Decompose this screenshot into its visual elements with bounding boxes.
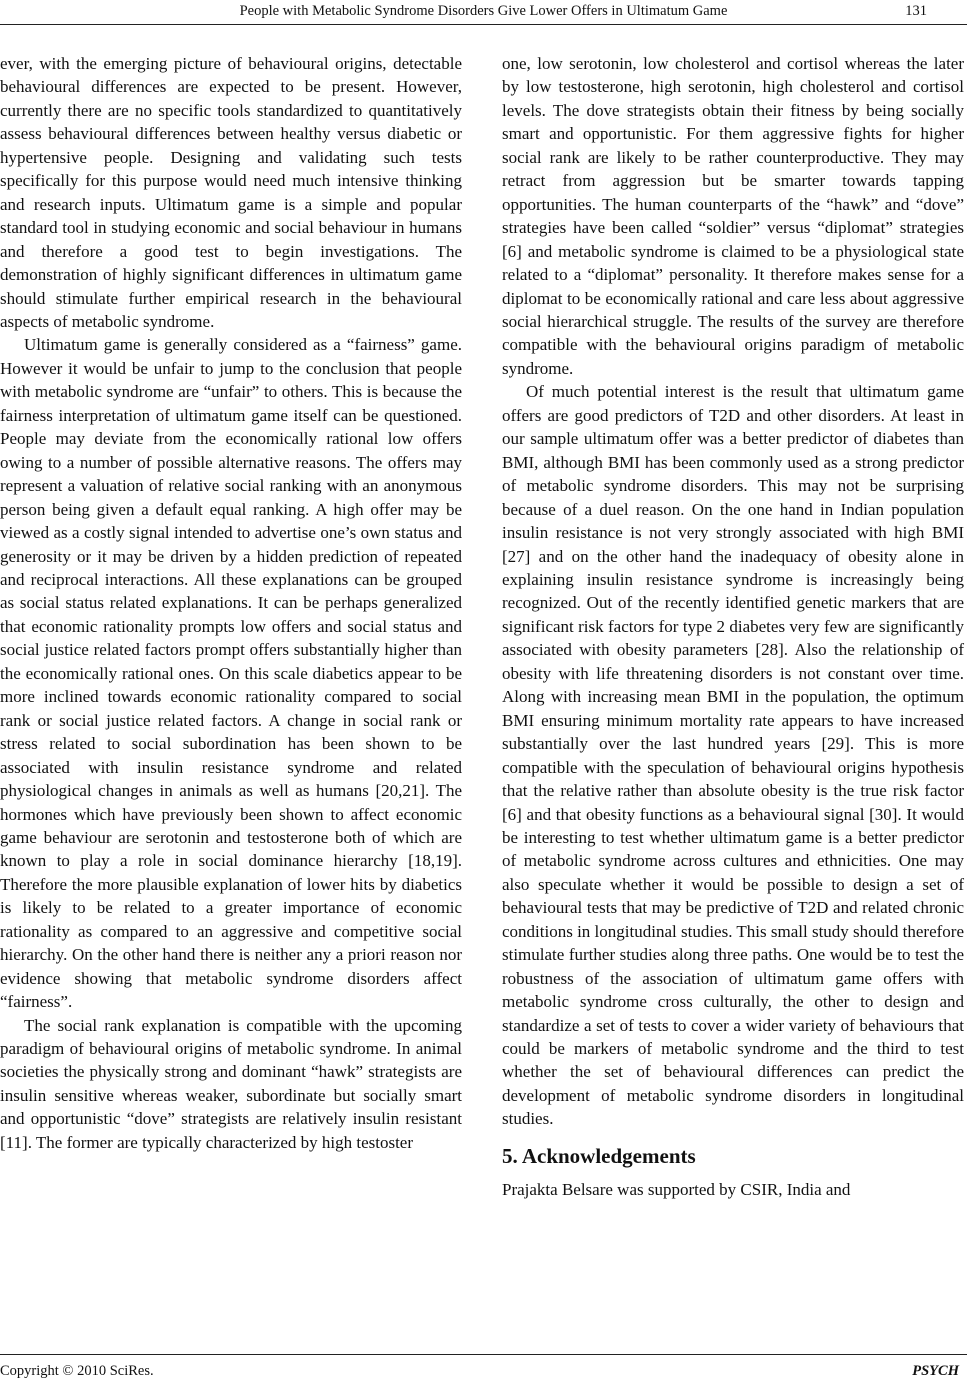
running-title: People with Metabolic Syndrome Disorders Give Lower Offers in Ultimatum Game	[239, 3, 728, 19]
paragraph: Of much potential interest is the result that ultimatum game offers are good predictors of T2D and other disorders. At least in our sample ultimatum offer was a better predictor of diabetes than BMI, although BMI has been commonly used as a strong predictor of metabolic syndrome disorders. This may not be surprising because of a duel reason. On the one hand in Indian population insulin resistance is not very strongly associated with high BMI [27] and on the other hand the inadequacy of obesity alone in explaining insulin resistance syndrome is increasingly being recognized. Out of the recently identified genetic markers that are significant risk factors for type 2 diabetes very few are significantly associated with obesity parameters [28]. Also the relationship of obesity with life threatening disorders is not constant over time. Along with increasing mean BMI in the population, the optimum BMI ensuring minimum mortality rate appears to have increased substantially over the last hundred years [29]. This is more compatible with the speculation of behavioural origins hypothesis that the relative rather than absolute obesity is the true risk factor [6] and that obesity functions as a behavioural signal [30]. It would be interesting to test whether ultimatum game is a better predictor of metabolic syndrome across cultures and ethnicities. One may also speculate whether it would be possible to design a set of behavioural tests that may be predictive of T2D and related chronic conditions in longitudinal studies. This small study should therefore stimulate further studies along three paths. One would be to test the robustness of the association of ultimatum game offers with metabolic syndrome cross culturally, the other to design and standardize a set of tests to cover a wider variety of behaviours that could be markers of metabolic syndrome and the third to test whether the set of behavioural differences can predict the development of metabolic syndrome disorders in longitudinal studies.	[502, 382, 964, 1129]
acknowledgements-paragraph: Prajakta Belsare was supported by CSIR, India and	[502, 1179, 851, 1199]
journal-name: PSYCH	[912, 1363, 959, 1379]
left-column	[0, 52, 462, 1154]
copyright-notice: Copyright © 2010 SciRes.	[0, 1363, 154, 1379]
right-column	[502, 52, 964, 1201]
paragraph: ever, with the emerging picture of behavioural origins, detectable behavioural differences are expected to be present. However, currently there are no specific tools standardized to quantitatively assess behavioural differences between healthy versus diabetic or hypertensive people. Designing and validating such tests specifically for this purpose would need much intensive thinking and research inputs. Ultimatum game is a simple and popular standard tool in studying economic and social behaviour in humans and therefore a good test to begin investigations. The demonstration of highly significant differences in ultimatum game should stimulate further empirical research in the behavioural aspects of metabolic syndrome.	[0, 54, 462, 331]
page-number: 131	[905, 3, 927, 19]
header-rule	[0, 24, 967, 25]
paragraph: one, low serotonin, low cholesterol and cortisol whereas the later by low testosterone, high serotonin, high cholesterol and cortisol levels. The dove strategists obtain their fitness by being socially smart and opportunistic. For them aggressive fights for higher social rank are likely to be rather counterproductive. They may retract from aggression but be smarter towards tapping opportunities. The human counterparts of the “hawk” and “dove” strategies have been called “soldier” versus “diplomat” strategies [6] and metabolic syndrome is claimed to be a physiological state related to a “diplomat” personality. It therefore makes sense for a diplomat to be economically rational and care less about aggressive social hierarchical struggle. The results of the survey are therefore compatible with the behavioural origins paradigm of metabolic syndrome.	[502, 54, 964, 378]
paragraph: Ultimatum game is generally considered as a “fairness” game. However it would be unfair to jump to the conclusion that people with metabolic syndrome are “unfair” to others. This is because the fairness interpretation of ultimatum game itself can be questioned. People may deviate from the economically rational low offers owing to a number of possible alternative reasons. The offers may represent a valuation of relative social ranking with an anonymous person being given a default equal ranking. A high offer may be viewed as a costly signal intended to advertise one’s own status and generosity or it may be driven by a hidden prediction of repeated and reciprocal interactions. All these explanations can be grouped as social status related explanations. It can be perhaps generalized that economic rationality prompts low offers and social status and social justice related factors prompt offers substantially higher than the economically rational ones. On this scale diabetics appear to be more inclined towards economic rationality compared to social rank or social justice related factors. A change in social rank or stress related to social subordination has been shown to be associated with insulin resistance syndrome and related physiological changes in animals as well as humans [20,21]. The hormones which have previously been shown to affect economic game behaviour are serotonin and testosterone both of which are known to play a role in social dominance hierarchy [18,19]. Therefore the more plausible explanation of lower hits by diabetics is likely to be related to a greater importance of economic rationality as compared to an aggressive and competitive social hierarchy. On the other hand there is neither any a priori reason nor evidence showing that metabolic syndrome disorders affect “fairness”.	[0, 335, 462, 1012]
page-header	[0, 0, 967, 26]
section-heading: 5. Acknowledgements	[502, 1143, 696, 1168]
footer-rule	[0, 1354, 967, 1355]
paragraph: The social rank explanation is compatible with the upcoming paradigm of behavioural origins of metabolic syndrome. In animal societies the physically strong and dominant “hawk” strategists are insulin sensitive whereas weaker, subordinate but socially smart and opportunistic “dove” strategists are relatively insulin resistant [11]. The former are typically characterized by high testoster	[0, 1015, 462, 1152]
